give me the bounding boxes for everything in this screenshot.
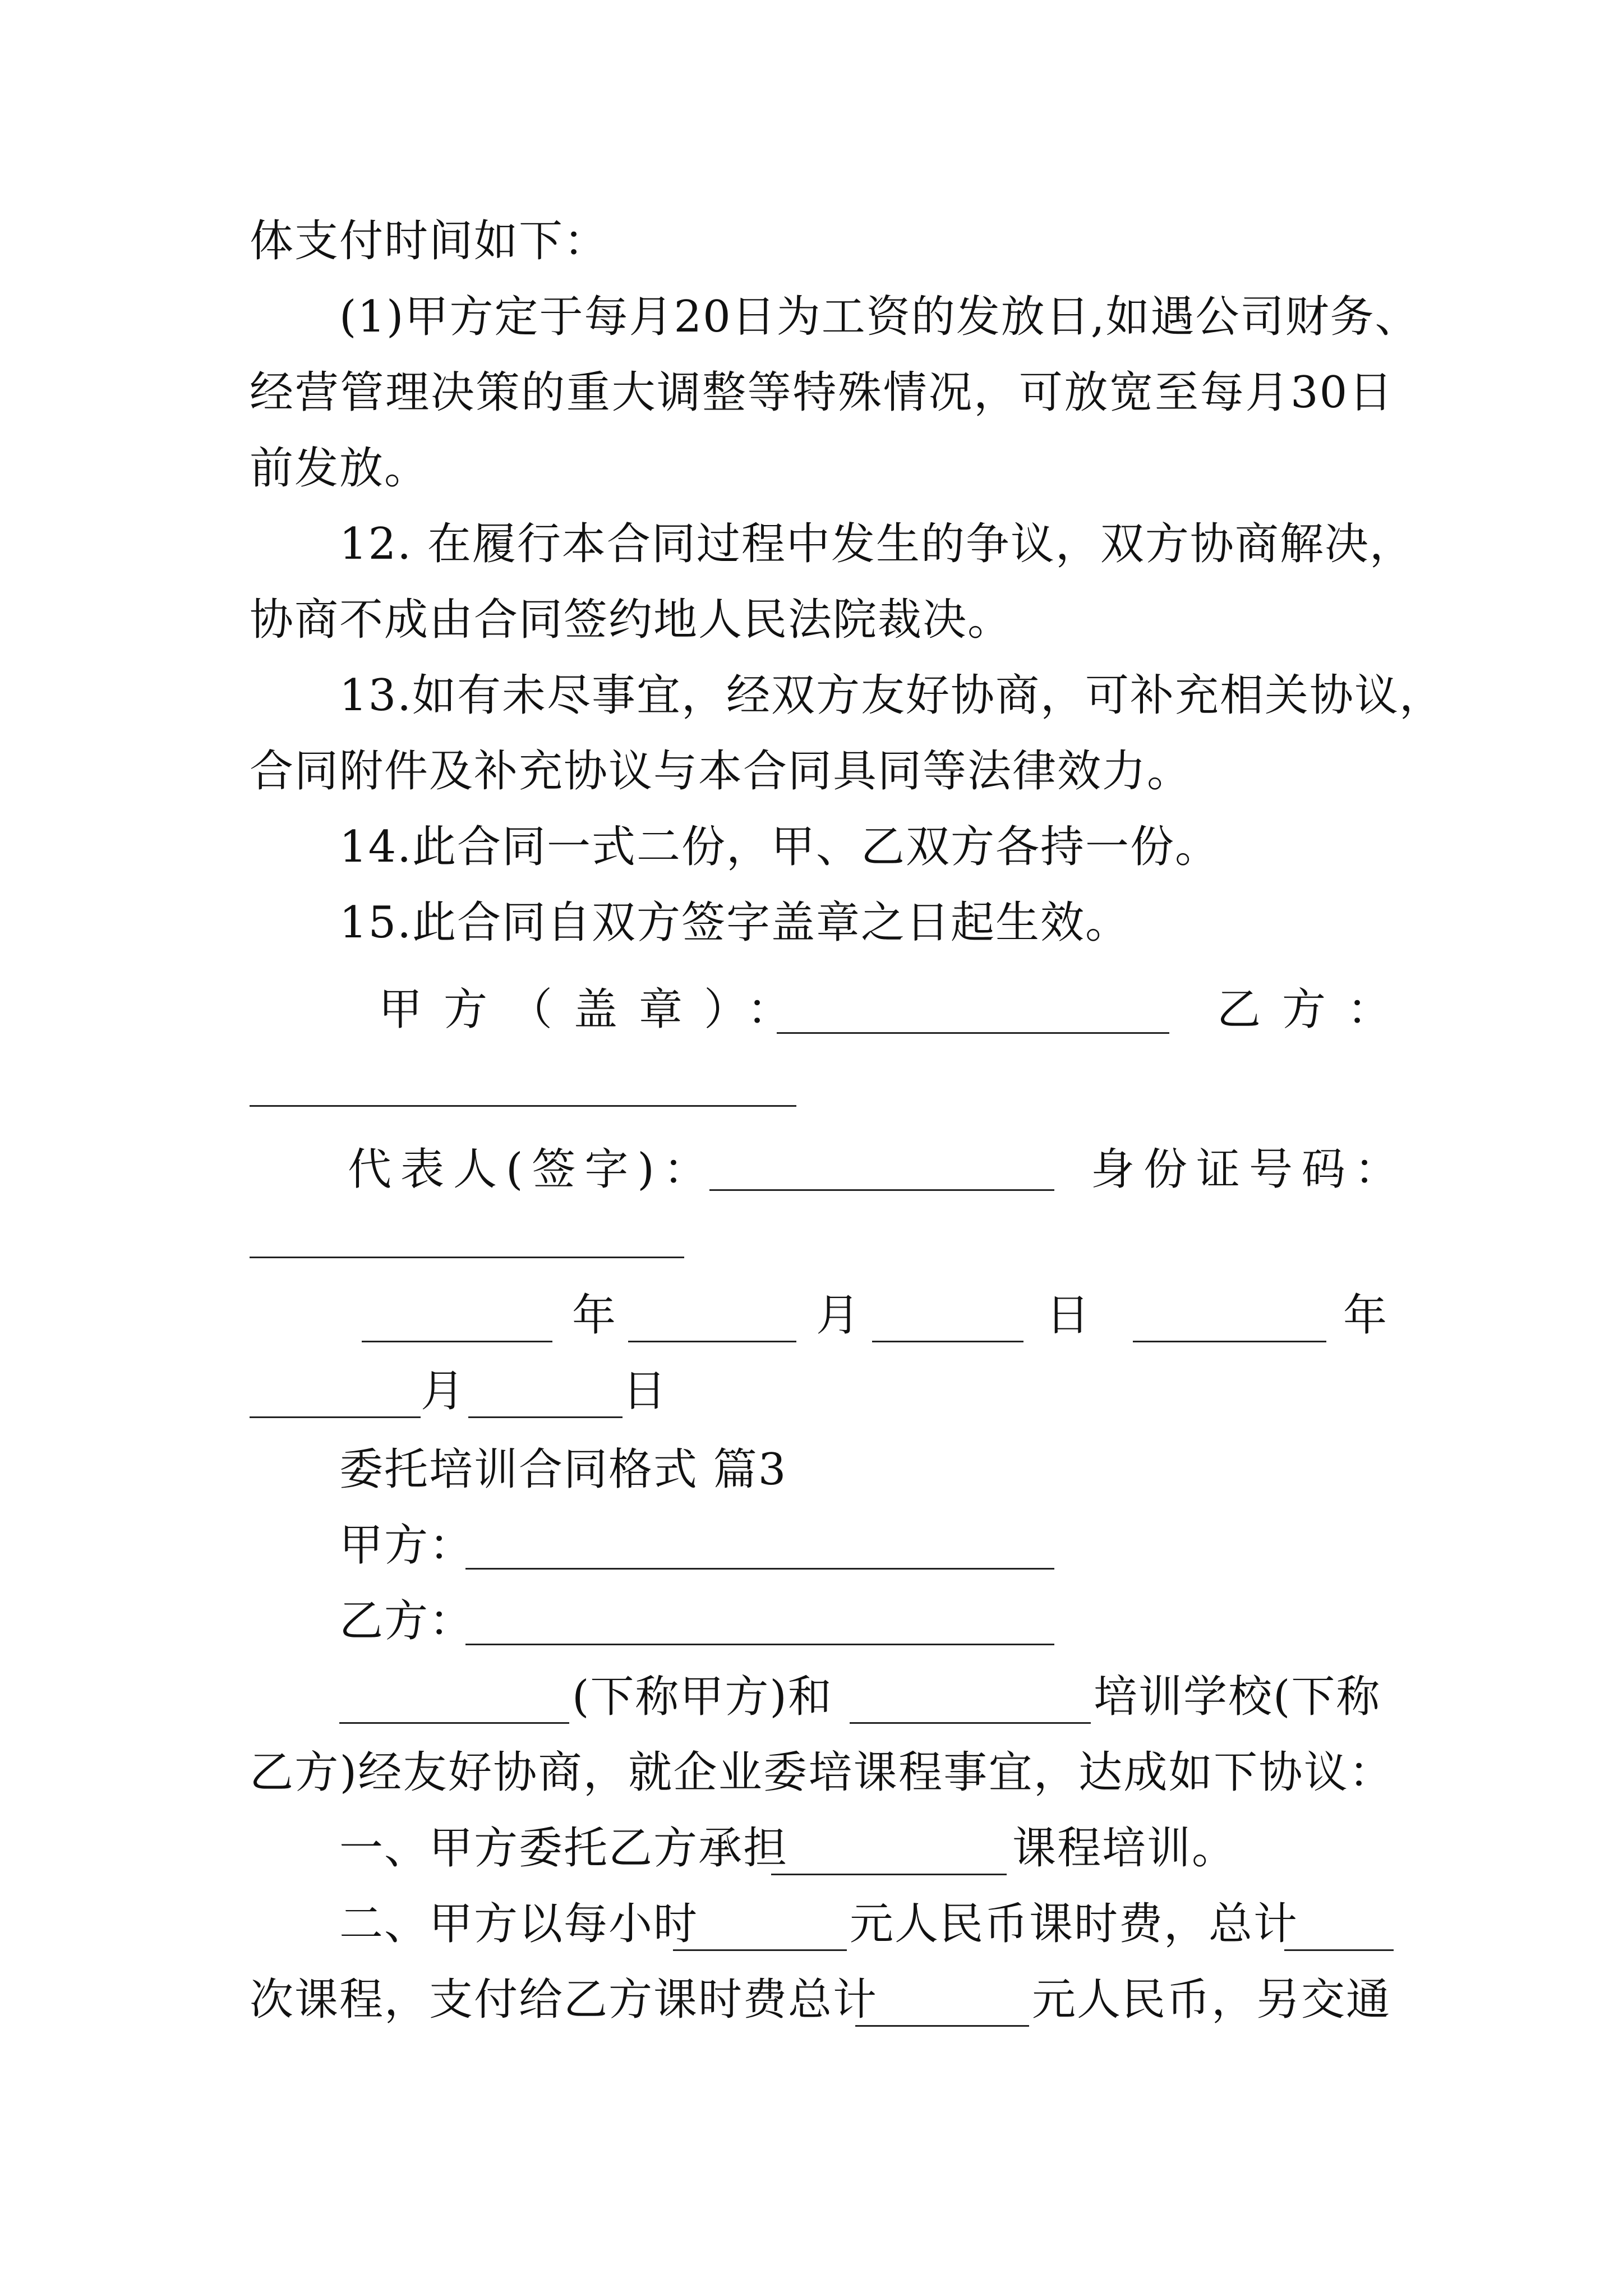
text-line-9: 14.此合同一式二份，甲、乙双方各持一份。 <box>339 822 1220 872</box>
day-label-1: 日 <box>1046 1290 1091 1341</box>
text-line-1: 体支付时间如下： <box>250 216 609 266</box>
party-b-blank-2 <box>465 1644 1054 1645</box>
representative-label: 代表人(签字)： <box>348 1144 716 1195</box>
clause-2-text-a: 二、甲方以每小时 <box>339 1899 699 1949</box>
month-label-1: 月 <box>816 1290 861 1341</box>
month-blank-2 <box>250 1416 421 1418</box>
year-label-2: 年 <box>1343 1290 1389 1341</box>
id-number-blank <box>250 1257 684 1258</box>
clause-2-blank-3 <box>855 2025 1029 2027</box>
text-line-5: 12. 在履行本合同过程中发生的争议，双方协商解决， <box>339 519 1414 569</box>
intro-text-b: 培训学校(下称 <box>1094 1672 1381 1722</box>
clause-2-line-2-a: 次课程，支付给乙方课时费总计 <box>250 1975 878 2025</box>
month-blank-1 <box>628 1341 796 1342</box>
party-b-label-2: 乙方： <box>339 1596 474 1646</box>
representative-blank <box>709 1189 1054 1191</box>
day-blank-1 <box>872 1341 1023 1342</box>
text-line-6: 协商不成由合同签约地人民法院裁决。 <box>250 595 1013 645</box>
clause-2-text-b: 元人民币课时费，总计 <box>850 1899 1299 1949</box>
text-line-2: (1)甲方定于每月20日为工资的发放日,如遇公司财务、 <box>339 292 1420 342</box>
year-blank-1 <box>362 1341 552 1342</box>
party-b-label: 乙方： <box>1217 984 1413 1035</box>
id-number-label: 身份证号码： <box>1091 1144 1408 1195</box>
day-label-2: 日 <box>623 1366 668 1416</box>
clause-2-blank-2 <box>1284 1949 1394 1951</box>
party-a-blank <box>465 1568 1054 1570</box>
clause-2-line-2-b: 元人民币，另交通 <box>1032 1975 1391 2025</box>
party-a-label: 甲方： <box>339 1520 474 1571</box>
clause-1-blank <box>771 1874 1007 1875</box>
party-a-seal-blank <box>777 1032 1169 1034</box>
text-line-3: 经营管理决策的重大调整等特殊情况，可放宽至每月30日 <box>250 367 1394 418</box>
text-line-4: 前发放。 <box>250 443 430 494</box>
text-line-7: 13.如有未尽事宜，经双方友好协商，可补充相关协议， <box>339 670 1445 721</box>
text-line-10: 15.此合同自双方签字盖章之日起生效。 <box>339 898 1131 948</box>
text-line-8: 合同附件及补充协议与本合同具同等法律效力。 <box>250 746 1192 797</box>
party-a-seal-label: 甲方（盖章）： <box>379 984 813 1035</box>
clause-1-text-a: 一、甲方委托乙方承担 <box>339 1823 789 1874</box>
intro-blank-1 <box>339 1722 569 1724</box>
year-blank-2 <box>1133 1341 1326 1342</box>
intro-line-2: 乙方)经友好协商，就企业委培课程事宜，达成如下协议： <box>250 1747 1394 1798</box>
clause-2-blank-1 <box>673 1949 847 1951</box>
clause-1-text-b: 课程培训。 <box>1012 1823 1237 1874</box>
intro-text-a: (下称甲方)和 <box>572 1672 833 1722</box>
day-blank-2 <box>468 1416 623 1418</box>
section-title: 委托培训合同格式 篇3 <box>339 1444 787 1495</box>
year-label-1: 年 <box>572 1290 617 1341</box>
party-b-blank <box>250 1105 796 1107</box>
month-label-2: 月 <box>421 1366 466 1416</box>
intro-blank-2 <box>850 1722 1091 1724</box>
